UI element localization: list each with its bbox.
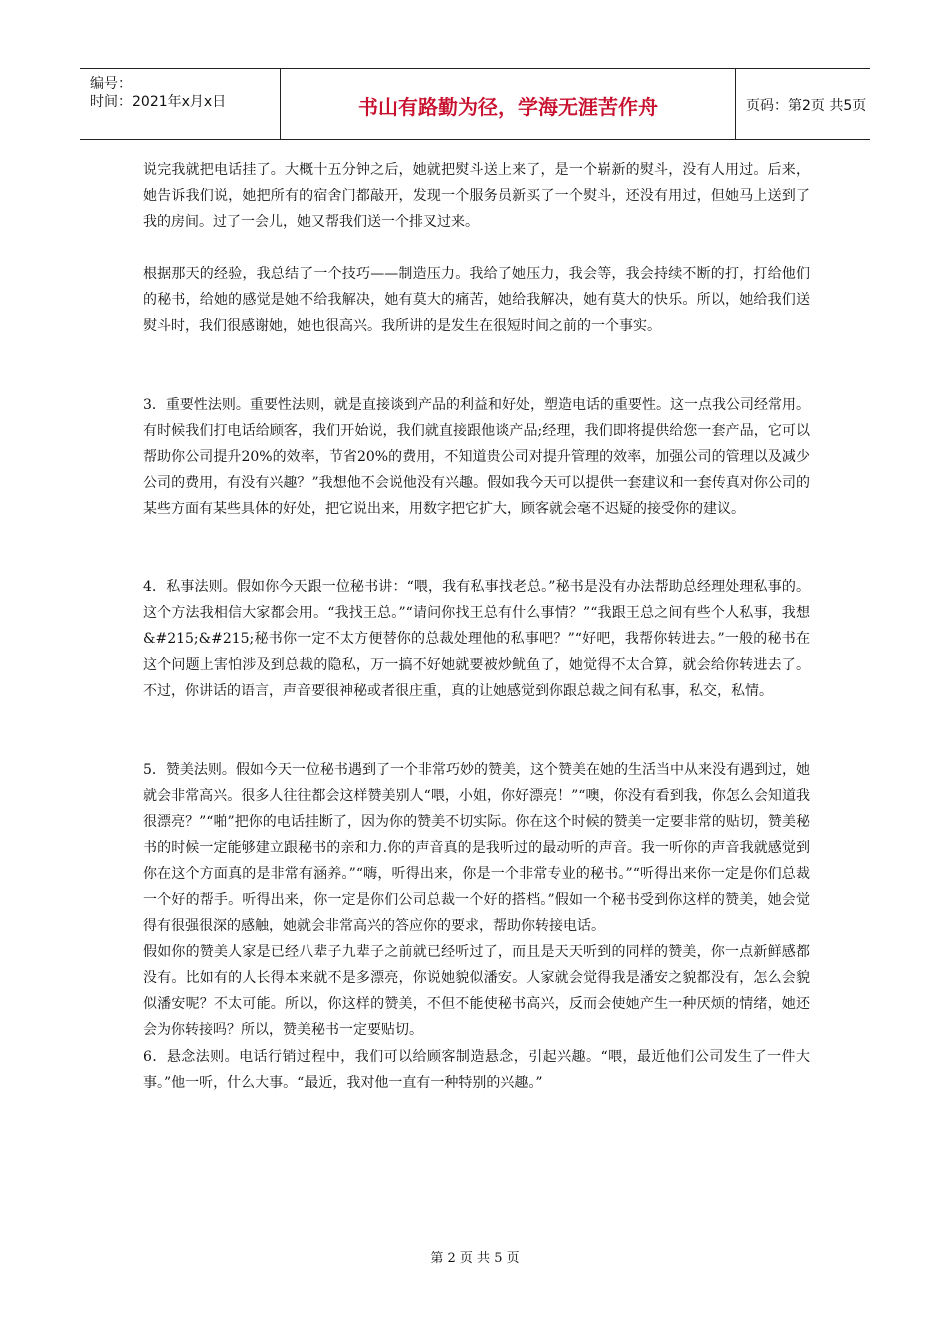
paragraph: 6．悬念法则。电话行销过程中，我们可以给顾客制造悬念，引起兴趣。“喂，最近他们公司发生了一件大事。”他一听，什么大事。“最近，我对他一直有一种特别的兴趣。”: [143, 1048, 810, 1091]
header-motto: 书山有路勤为径，学海无涯苦作舟: [358, 95, 658, 119]
header-motto-cell: [280, 69, 736, 139]
paragraph: 说完我就把电话挂了。大概十五分钟之后，她就把熨斗送上来了，是一个崭新的熨斗，没有人用过。后来，她告诉我们说，她把所有的宿舍门都敲开，发现一个服务员新买了一个熨斗，还没有用过，但她马上送到了我的房间。过了一会儿，她又帮我们送一个排叉过来。: [143, 162, 810, 231]
paragraph: 假如你的赞美人家是已经八辈子九辈子之前就已经听过了，而且是天天听到的同样的赞美，你一点新鲜感都没有。比如有的人长得本来就不是多漂亮，你说她貌似潘安。人家就会觉得我是潘安之貌都没有，怎么会貌似潘安呢？不太可能。所以，你这样的赞美，不但不能使秘书高兴，反而会使她产生一种厌烦的情绪，她还会为你转接吗？所以，赞美秘书一定要贴切。: [143, 944, 810, 1039]
document-body: [143, 157, 810, 1096]
page-footer: 第 2 页 共 5 页: [430, 1251, 520, 1266]
header-meta-cell: [80, 69, 280, 139]
paragraph: 根据那天的经验，我总结了一个技巧——制造压力。我给了她压力，我会等，我会持续不断的打，打给他们的秘书，给她的感觉是她不给我解决，她有莫大的痛苦，她给我解决，她有莫大的快乐。所以，她给我们送熨斗时，我们很感谢她，她也很高兴。我所讲的是发生在很短时间之前的一个事实。: [143, 266, 810, 335]
paragraph: 5．赞美法则。假如今天一位秘书遇到了一个非常巧妙的赞美，这个赞美在她的生活当中从来没有遇到过，她就会非常高兴。很多人往往都会这样赞美别人“喂，小姐，你好漂亮！”“噢，你没有看到我，你怎么会知道我很漂亮？”“啪”把你的电话挂断了，因为你的赞美不切实际。你在这个时候的赞美一定要非常的贴切，赞美秘书的时候一定能够建立跟秘书的亲和力.你的声音真的是我听过的最动听的声音。我一听你的声音我就感觉到你在这个方面真的是非常有涵养。”“嗨，听得出来，你是一个非常专业的秘书。”“听得出来你一定是你们总裁一个好的帮手。听得出来，你一定是你们公司总裁一个好的搭档。”假如一个秘书受到你这样的赞美，她会觉得有很强很深的感触，她就会非常高兴的答应你的要求，帮助你转接电话。: [143, 761, 810, 935]
document-time-label: 时间：2021年x月x日: [90, 94, 227, 110]
header-page-number: 页码：第2页 共5页: [746, 98, 867, 114]
paragraph: 3．重要性法则。重要性法则，就是直接谈到产品的利益和好处，塑造电话的重要性。这一点我公司经常用。有时候我们打电话给顾客，我们开始说，我们就直接跟他谈产品;经理，我们即将提供给您一套产品，它可以帮助你公司提升20%的效率，节省20%的费用，不知道贵公司对提升管理的效率，加强公司的管理以及减少公司的费用，有没有兴趣？”我想他不会说他没有兴趣。假如我今天可以提供一套建议和一套传真对你公司的某些方面有某些具体的好处，把它说出来，用数字把它扩大，顾客就会毫不迟疑的接受你的建议。: [143, 396, 810, 517]
paragraph: 4．私事法则。假如你今天跟一位秘书讲：“喂，我有私事找老总。”秘书是没有办法帮助总经理处理私事的。这个方法我相信大家都会用。“我找王总。”“请问你找王总有什么事情？”“我跟王总之间有些个人私事，我想&#215;&#215;秘书你一定不太方便替你的总裁处理他的私事吧？”“好吧，我帮你转进去。”一般的秘书在这个问题上害怕涉及到总裁的隐私，万一搞不好她就要被炒鱿鱼了，她觉得不太合算，就会给你转进去了。不过，你讲话的语言，声音要很神秘或者很庄重，真的让她感觉到你跟总裁之间有私事，私交，私情。: [143, 579, 810, 700]
page-header: [80, 68, 870, 140]
header-page-cell: [736, 69, 870, 139]
document-code-label: 编号：: [90, 76, 132, 92]
